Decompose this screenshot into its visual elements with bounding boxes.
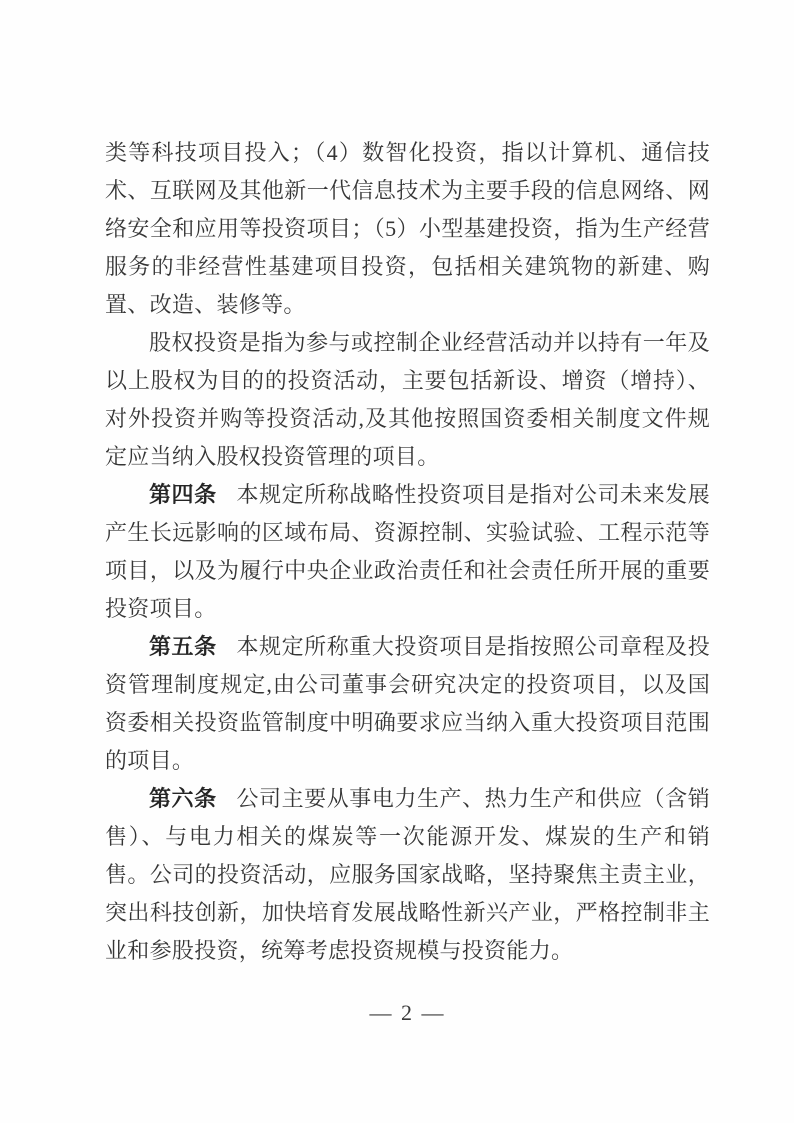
paragraph-continuation (105, 134, 710, 324)
paragraph-text: 类等科技项目投入；（4）数智化投资，指以计算机、通信技术、互联网及其他新一代信息技术为主要手段的信息网络、网络安全和应用等投资项目；（5）小型基建投资，指为生产经营服务的非经营性基建项目投资，包括相关建筑物的新建、购置、改造、装修等。 (105, 140, 710, 317)
paragraph-article-5 (105, 628, 710, 780)
page-number: — 2 — (369, 1000, 446, 1025)
article-number: 第六条 (149, 786, 217, 811)
paragraph-article-4 (105, 476, 710, 628)
paragraph-text: 本规定所称战略性投资项目是指对公司未来发展产生长远影响的区域布局、资源控制、实验试验、工程示范等项目，以及为履行中央企业政治责任和社会责任所开展的重要投资项目。 (105, 482, 710, 621)
document-body (105, 134, 710, 970)
paragraph-article-6 (105, 780, 710, 970)
paragraph-equity-investment (105, 324, 710, 476)
article-number: 第五条 (149, 634, 217, 659)
article-number: 第四条 (149, 482, 217, 507)
paragraph-text: 股权投资是指为参与或控制企业经营活动并以持有一年及以上股权为目的的投资活动，主要包括新设、增资（增持）、对外投资并购等投资活动,及其他按照国资委相关制度文件规定应当纳入股权投资管理的项目。 (105, 330, 710, 469)
paragraph-text: 本规定所称重大投资项目是指按照公司章程及投资管理制度规定,由公司董事会研究决定的投资项目，以及国资委相关投资监管制度中明确要求应当纳入重大投资项目范围的项目。 (105, 634, 710, 773)
paragraph-text: 公司主要从事电力生产、热力生产和供应（含销售）、与电力相关的煤炭等一次能源开发、煤炭的生产和销售。公司的投资活动，应服务国家战略，坚持聚焦主责主业，突出科技创新，加快培育发展战略性新兴产业，严格控制非主业和参股投资，统筹考虑投资规模与投资能力。 (105, 786, 710, 963)
